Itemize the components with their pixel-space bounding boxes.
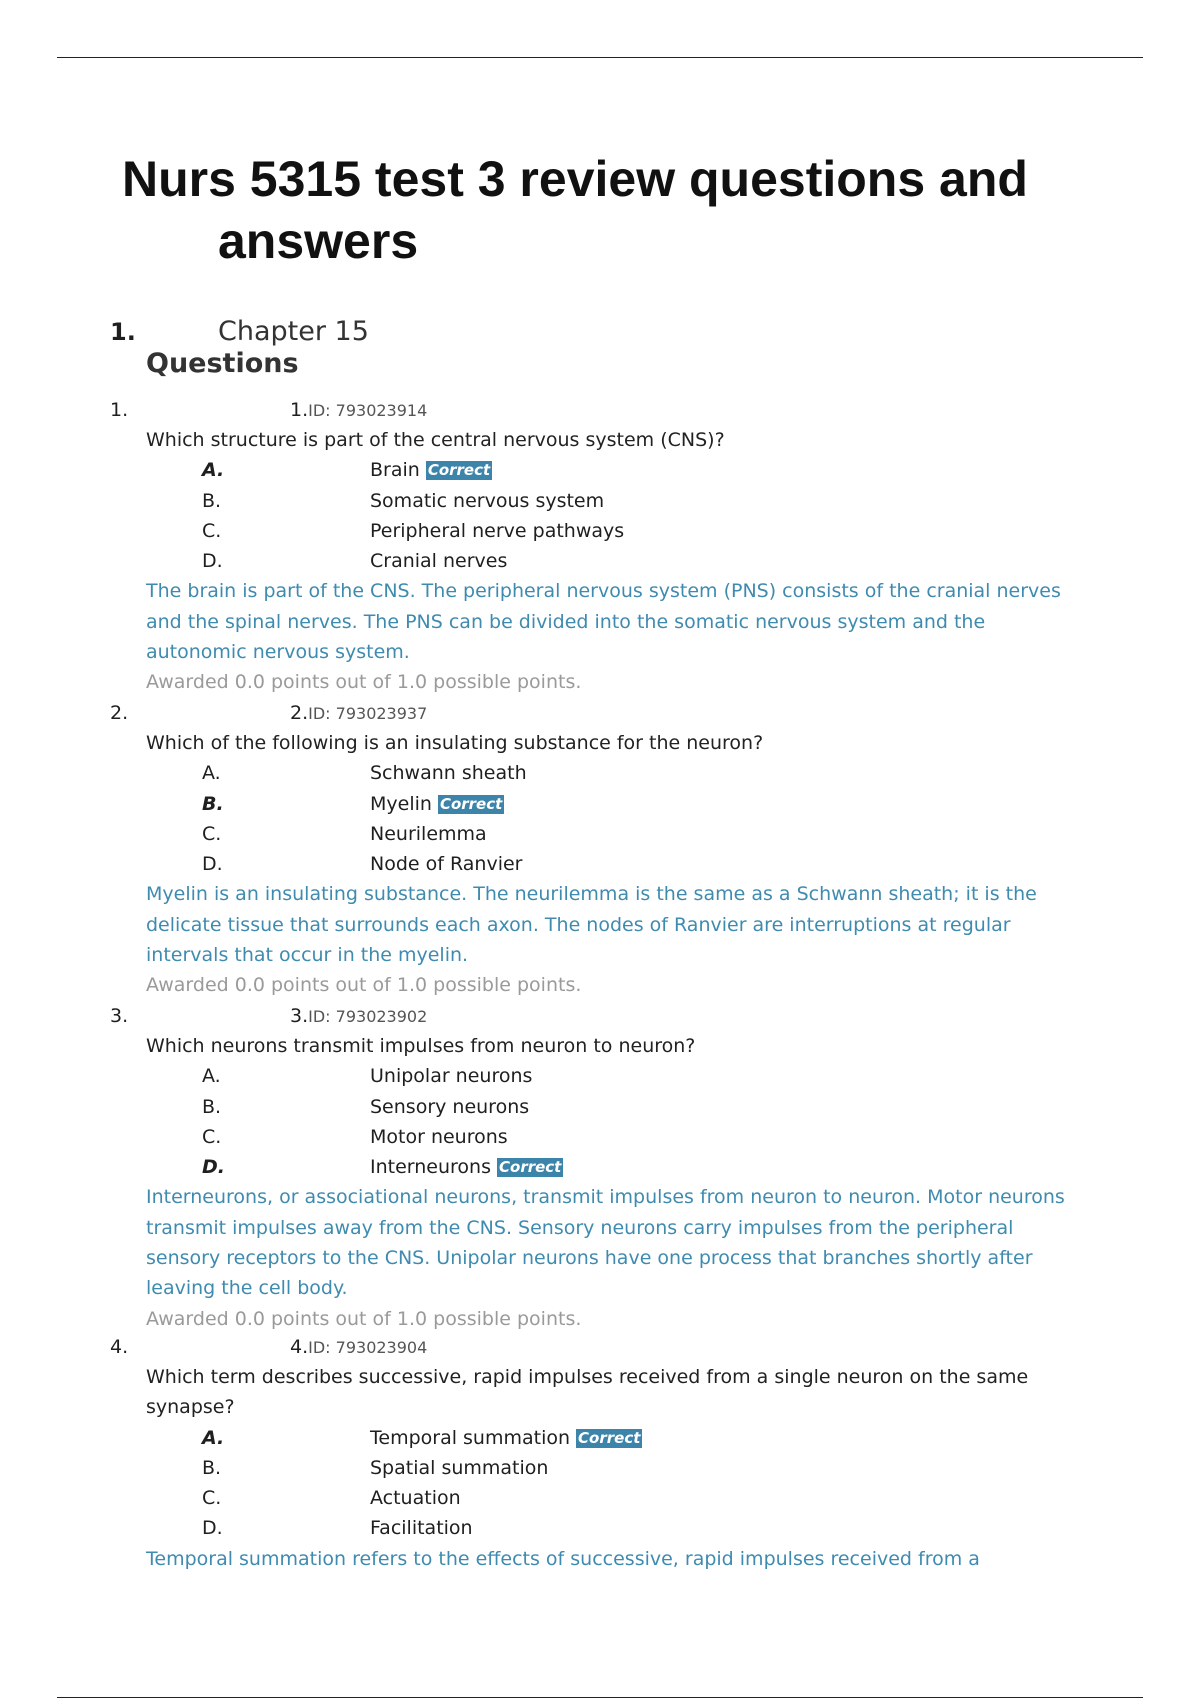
footer-rule: [57, 1697, 1143, 1698]
title-line-2: answers: [218, 213, 419, 269]
option-text: Unipolar neurons: [370, 1065, 533, 1088]
option-letter: B.: [202, 489, 222, 512]
option-text-wrap: [370, 1453, 548, 1483]
option-letter: D.: [202, 550, 223, 573]
option-text-wrap: [370, 546, 507, 576]
question-stem: Which term describes successive, rapid impulses received from a single neuron on the same synapse?: [146, 1366, 1029, 1419]
answer-option: [146, 455, 1086, 485]
option-text: Schwann sheath: [370, 762, 527, 785]
answer-option: [146, 758, 1086, 788]
option-text-wrap: [370, 1483, 461, 1513]
option-text: Somatic nervous system: [370, 489, 605, 512]
option-letter: C.: [202, 1487, 222, 1510]
option-letter: B.: [202, 792, 224, 815]
answer-option: [146, 849, 1086, 879]
question-id: 3.ID: 793023902: [290, 1005, 428, 1027]
option-text-wrap: [370, 486, 604, 516]
answer-option: [146, 819, 1086, 849]
answer-option: [146, 1061, 1086, 1091]
option-letter: D.: [202, 853, 223, 876]
option-letter: B.: [202, 1456, 222, 1479]
question-stem: Which neurons transmit impulses from neuron to neuron?: [146, 1035, 696, 1057]
option-text-wrap: [370, 1423, 642, 1453]
question-number: 2.: [110, 702, 129, 724]
option-text: Facilitation: [370, 1517, 473, 1540]
answer-options: [146, 1061, 1086, 1182]
question-id: 4.ID: 793023904: [290, 1336, 428, 1358]
option-letter: C.: [202, 822, 222, 845]
answer-option: [146, 1122, 1086, 1152]
answer-option: [146, 1483, 1086, 1513]
option-text-wrap: [370, 819, 487, 849]
correct-badge: Correct: [578, 1428, 641, 1447]
points-awarded: Awarded 0.0 points out of 1.0 possible points.: [146, 1307, 582, 1330]
answer-option: [146, 486, 1086, 516]
header-rule: [57, 57, 1143, 58]
question-id: 2.ID: 793023937: [290, 702, 428, 724]
option-text: Temporal summation: [370, 1426, 571, 1449]
question-id-text: ID: 793023902: [308, 1007, 428, 1026]
question-number: 1.: [110, 399, 129, 421]
option-text-wrap: [370, 1092, 529, 1122]
title-line-1: Nurs 5315 test 3 review questions and: [122, 151, 1028, 207]
rationale: The brain is part of the CNS. The peripheral nervous system (PNS) consists of the cranial nerves and the spinal nerves. The PNS can be divided into the somatic nervous system and the autonomic nervous system.: [146, 580, 1061, 664]
option-text: Interneurons: [370, 1156, 491, 1179]
option-text: Spatial summation: [370, 1456, 549, 1479]
option-text: Motor neurons: [370, 1125, 508, 1148]
answer-option: [146, 1453, 1086, 1483]
rationale: Myelin is an insulating substance. The neurilemma is the same as a Schwann sheath; it is the delicate tissue that surrounds each axon. The nodes of Ranvier are interruptions at regular intervals that occur in the myelin.: [146, 883, 1037, 967]
option-letter: B.: [202, 1095, 222, 1118]
option-text: Myelin: [370, 792, 432, 815]
points-awarded: Awarded 0.0 points out of 1.0 possible points.: [146, 974, 582, 997]
chapter-title: Chapter 15: [218, 316, 369, 347]
answer-option: [146, 1513, 1086, 1543]
option-letter: D.: [202, 1517, 223, 1540]
option-letter: C.: [202, 519, 222, 542]
question-id-text: ID: 793023904: [308, 1338, 428, 1357]
option-text-wrap: [370, 455, 492, 485]
answer-option: [146, 1152, 1086, 1182]
option-letter: C.: [202, 1125, 222, 1148]
rationale: Temporal summation refers to the effects of successive, rapid impulses received from a: [146, 1547, 980, 1570]
chapter-number: 1.: [110, 318, 136, 346]
answer-options: [146, 758, 1086, 879]
question-stem: Which structure is part of the central nervous system (CNS)?: [146, 429, 725, 451]
option-text: Actuation: [370, 1487, 461, 1510]
option-text-wrap: [370, 789, 504, 819]
option-letter: A.: [202, 1065, 221, 1088]
answer-option: [146, 1092, 1086, 1122]
question-stem: Which of the following is an insulating substance for the neuron?: [146, 732, 764, 754]
question-id-text: ID: 793023914: [308, 401, 428, 420]
answer-option: [146, 1423, 1086, 1453]
option-text: Sensory neurons: [370, 1095, 530, 1118]
answer-options: [146, 455, 1086, 576]
question-id: 1.ID: 793023914: [290, 399, 428, 421]
question-id-text: ID: 793023937: [308, 704, 428, 723]
question-number: 3.: [110, 1005, 129, 1027]
correct-badge: Correct: [427, 461, 491, 480]
option-text-wrap: [370, 758, 527, 788]
option-text: Cranial nerves: [370, 550, 508, 573]
option-text-wrap: [370, 849, 522, 879]
answer-option: [146, 546, 1086, 576]
points-awarded: Awarded 0.0 points out of 1.0 possible points.: [146, 671, 582, 694]
option-text-wrap: [370, 1061, 532, 1091]
correct-badge: Correct: [439, 794, 503, 813]
rationale: Interneurons, or associational neurons, transmit impulses from neuron to neuron. Motor neurons transmit impulses away from the CNS. Sensory neurons carry impulses from the peripheral sensory receptors to the CNS. Unipolar neurons have one process that branches shortly after leaving the cell body.: [146, 1186, 1065, 1300]
answer-option: [146, 789, 1086, 819]
option-text: Neurilemma: [370, 822, 487, 845]
answer-option: [146, 516, 1086, 546]
option-letter: A.: [202, 459, 225, 482]
option-letter: A.: [202, 762, 221, 785]
option-text-wrap: [370, 516, 624, 546]
chapter-subtitle: Questions: [146, 348, 299, 379]
page-title: [122, 148, 1122, 272]
option-text-wrap: [370, 1152, 563, 1182]
option-letter: A.: [202, 1426, 225, 1449]
option-text-wrap: [370, 1122, 508, 1152]
correct-badge: Correct: [499, 1158, 562, 1177]
question-number: 4.: [110, 1336, 129, 1358]
option-text-wrap: [370, 1513, 473, 1543]
option-text: Node of Ranvier: [370, 853, 523, 876]
option-text: Peripheral nerve pathways: [370, 519, 625, 542]
option-letter: D.: [202, 1156, 225, 1179]
option-text: Brain: [370, 459, 420, 482]
answer-options: [146, 1423, 1086, 1544]
